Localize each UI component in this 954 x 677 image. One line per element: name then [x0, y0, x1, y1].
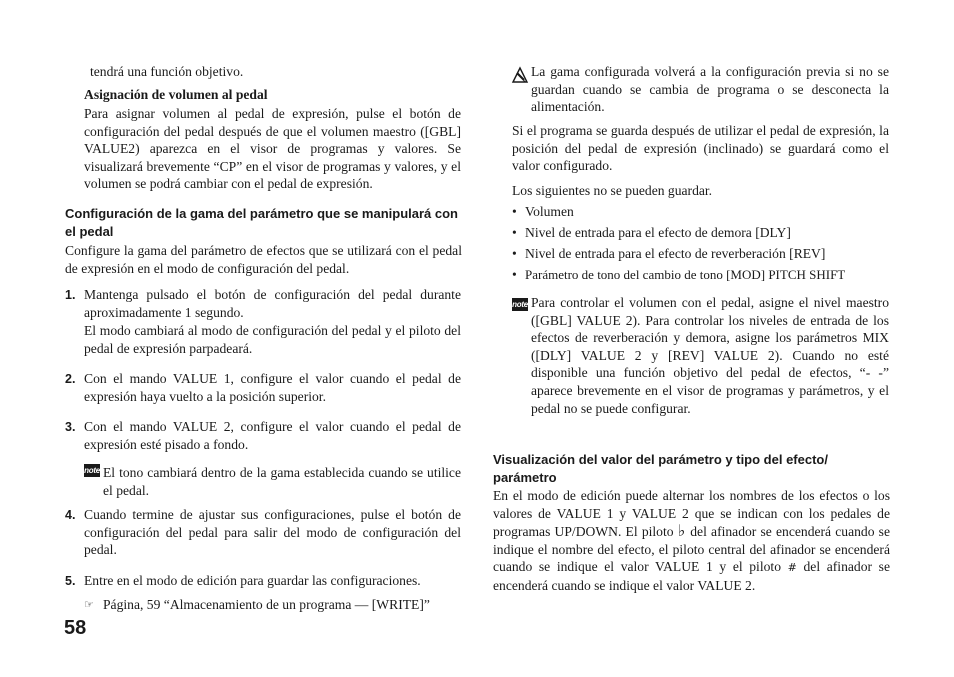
flat-icon: ♭ — [677, 521, 687, 541]
continued-line: tendrá una función objetivo. — [90, 64, 244, 79]
page-reference: Página, 59 “Almacenamiento de un programa — [WRITE]” — [103, 597, 430, 612]
bullet-2: • — [512, 225, 517, 240]
step-number-3: 3. — [65, 420, 76, 434]
bullet-item-2: Nivel de entrada para el efecto de demora [DLY] — [525, 225, 791, 240]
step-text-3: Con el mando VALUE 2, configure el valor cuando el pedal de expresión esté pisado a fondo. — [84, 419, 461, 452]
display-text-a: En el modo de edición puede alternar los nombres de los efectos o los valores de VALUE 1 y VALUE 2 que se indican con los pedales de programas UP/DOWN. El piloto — [493, 488, 890, 540]
display-text-c: del afinador se encenderá cuando se indique el valor VALUE 2. — [493, 559, 890, 593]
reference-arrow-icon: ☞ — [84, 599, 94, 611]
bullet-item-4: Parámetro de tono del cambio de tono [MOD] PITCH SHIFT — [525, 267, 846, 282]
sharp-icon: # — [787, 561, 797, 575]
section-heading-2: Visualización del valor del parámetro y tipo del efecto/ parámetro — [493, 452, 828, 485]
note-icon: note — [512, 300, 528, 309]
caution-pencil-icon — [511, 66, 529, 84]
save-paragraph: Si el programa se guarda después de utilizar el pedal de expresión, la posición del pedal de expresión (inclinado) se guardará como el valor configurado. — [512, 123, 889, 174]
display-paragraph — [493, 487, 890, 595]
note-text: Para controlar el volumen con el pedal, asigne el nivel maestro ([GBL] VALUE 2). Para controlar los niveles de entrada de los efectos de reverberación y demora, asigne los parámetros MIX ([DLY] VALUE 2 y [REV] VALUE 2). Cuando no esté disponible una función objetivo del pedal de efectos, “- -” aparece brevemente en el visor de programas y parámetros, y el pedal no se puede configurar. — [531, 295, 889, 416]
bullet-item-3: Nivel de entrada para el efecto de reverberación [REV] — [525, 246, 826, 261]
step-extra-1: El modo cambiará al modo de configuración del pedal y el piloto del pedal de expresión parpadeará. — [84, 323, 461, 356]
page-number: 58 — [64, 617, 87, 639]
sub-body: Para asignar volumen al pedal de expresión, pulse el botón de configuración del pedal después de que el volumen maestro ([GBL] VALUE2) aparezca en el visor de programas y valores. Se visualizará brevemente “CP” en el visor de programas y valores, y el volumen se podrá cambiar con el pedal de expresión. — [84, 106, 461, 192]
display-text-b: del afinador se encenderá cuando se indique el nombre del efecto, el piloto central del afinador se encenderá cuando se indique el valor VALUE 1 y el piloto — [493, 524, 891, 575]
step-number-5: 5. — [65, 574, 76, 588]
bullet-4: • — [512, 267, 517, 282]
step-text-4: Cuando termine de ajustar sus configuraciones, pulse el botón de configuración del pedal para salir del modo de configuración del pedal. — [84, 507, 461, 558]
bullet-3: • — [512, 246, 517, 261]
bullet-item-1: Volumen — [525, 204, 574, 219]
step-text-5: Entre en el modo de edición para guardar las configuraciones. — [84, 573, 421, 588]
sub-heading: Asignación de volumen al pedal — [84, 87, 268, 102]
step-number-1: 1. — [65, 288, 76, 302]
step-text-1: Mantenga pulsado el botón de configuración del pedal durante aproximadamente 1 segundo. — [84, 287, 461, 320]
caution-text: La gama configurada volverá a la configuración previa si no se guardan cuando se cambia de programa o se desconecta la alimentación. — [531, 64, 889, 115]
step-note-3: El tono cambiará dentro de la gama establecida cuando se utilice el pedal. — [103, 465, 461, 498]
section-heading: Configuración de la gama del parámetro que se manipulará con el pedal — [65, 206, 458, 239]
bullet-1: • — [512, 204, 517, 219]
section-intro: Configure la gama del parámetro de efectos que se utilizará con el pedal de expresión en el modo de configuración del pedal. — [65, 243, 462, 276]
note-icon: note — [84, 466, 100, 475]
step-number-4: 4. — [65, 508, 76, 522]
cannot-save-intro: Los siguientes no se pueden guardar. — [512, 183, 713, 198]
step-text-2: Con el mando VALUE 1, configure el valor cuando el pedal de expresión haya vuelto a la posición superior. — [84, 371, 461, 404]
step-number-2: 2. — [65, 372, 76, 386]
